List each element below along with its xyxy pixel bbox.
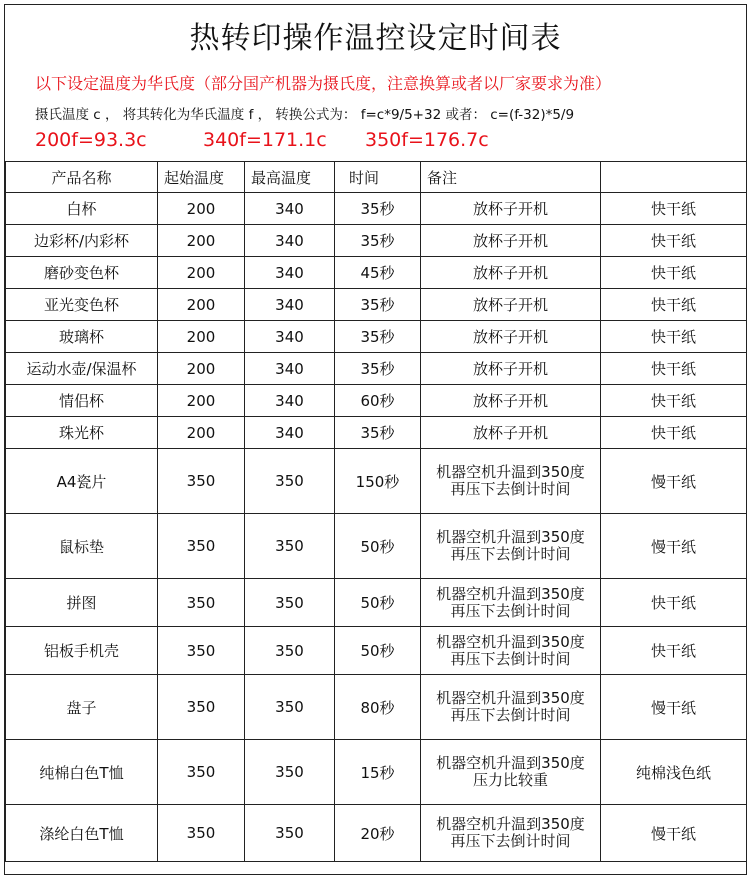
product-cell: 亚光变色杯	[6, 289, 158, 321]
product-cell: 拼图	[6, 579, 158, 627]
paper-cell: 快干纸	[601, 257, 747, 289]
header-max-temp: 最高温度	[245, 162, 335, 193]
time-cell: 35秒	[335, 193, 421, 225]
header-paper	[601, 162, 747, 193]
note-cell: 机器空机升温到350度 再压下去倒计时间	[421, 579, 601, 627]
note-cell: 放杯子开机	[421, 257, 601, 289]
table-row	[6, 627, 747, 675]
conversion-340f: 340f=171.1c	[203, 129, 327, 151]
settings-sheet	[4, 4, 747, 875]
note-cell: 放杯子开机	[421, 289, 601, 321]
note-cell: 机器空机升温到350度 再压下去倒计时间	[421, 514, 601, 579]
time-cell: 60秒	[335, 385, 421, 417]
table-row	[6, 675, 747, 740]
max-temp-cell: 340	[245, 417, 335, 449]
start-temp-cell: 200	[158, 257, 245, 289]
max-temp-cell: 350	[245, 627, 335, 675]
product-cell: 涤纶白色T恤	[6, 805, 158, 862]
table-row	[6, 579, 747, 627]
max-temp-cell: 340	[245, 321, 335, 353]
max-temp-cell: 340	[245, 257, 335, 289]
start-temp-cell: 350	[158, 627, 245, 675]
paper-cell: 慢干纸	[601, 514, 747, 579]
conversion-200f: 200f=93.3c	[35, 129, 147, 151]
start-temp-cell: 350	[158, 740, 245, 805]
product-cell: 白杯	[6, 193, 158, 225]
note-cell: 机器空机升温到350度 再压下去倒计时间	[421, 627, 601, 675]
paper-cell: 慢干纸	[601, 675, 747, 740]
unit-note: 以下设定温度为华氏度（部分国产机器为摄氏度，注意换算或者以厂家要求为准）	[35, 74, 612, 93]
table-row	[6, 417, 747, 449]
time-cell: 50秒	[335, 514, 421, 579]
time-cell: 50秒	[335, 579, 421, 627]
max-temp-cell: 350	[245, 805, 335, 862]
start-temp-cell: 350	[158, 514, 245, 579]
max-temp-cell: 340	[245, 385, 335, 417]
start-temp-cell: 200	[158, 417, 245, 449]
table-row	[6, 740, 747, 805]
start-temp-cell: 200	[158, 225, 245, 257]
product-cell: 珠光杯	[6, 417, 158, 449]
max-temp-cell: 340	[245, 289, 335, 321]
header-note: 备注	[421, 162, 601, 193]
paper-cell: 快干纸	[601, 321, 747, 353]
conversion-formula: 摄氏温度 c ， 将其转化为华氏温度 f ， 转换公式为： f=c*9/5+32 或者： c=(f-32)*5/9	[35, 107, 575, 123]
paper-cell: 快干纸	[601, 193, 747, 225]
table-header-row	[6, 162, 747, 193]
time-cell: 35秒	[335, 417, 421, 449]
table-row	[6, 193, 747, 225]
time-cell: 35秒	[335, 225, 421, 257]
max-temp-cell: 340	[245, 353, 335, 385]
paper-cell: 慢干纸	[601, 805, 747, 862]
note-cell: 机器空机升温到350度 再压下去倒计时间	[421, 675, 601, 740]
start-temp-cell: 200	[158, 385, 245, 417]
note-cell: 机器空机升温到350度 压力比较重	[421, 740, 601, 805]
max-temp-cell: 350	[245, 675, 335, 740]
paper-cell: 快干纸	[601, 289, 747, 321]
start-temp-cell: 350	[158, 805, 245, 862]
start-temp-cell: 200	[158, 353, 245, 385]
max-temp-cell: 350	[245, 449, 335, 514]
paper-cell: 快干纸	[601, 385, 747, 417]
note-cell: 放杯子开机	[421, 353, 601, 385]
paper-cell: 快干纸	[601, 225, 747, 257]
time-cell: 20秒	[335, 805, 421, 862]
paper-cell: 快干纸	[601, 353, 747, 385]
start-temp-cell: 200	[158, 321, 245, 353]
product-cell: 边彩杯/内彩杯	[6, 225, 158, 257]
note-cell: 放杯子开机	[421, 193, 601, 225]
header-time: 时间	[335, 162, 421, 193]
time-cell: 80秒	[335, 675, 421, 740]
start-temp-cell: 350	[158, 449, 245, 514]
product-cell: 纯棉白色T恤	[6, 740, 158, 805]
product-cell: 情侣杯	[6, 385, 158, 417]
time-cell: 15秒	[335, 740, 421, 805]
start-temp-cell: 350	[158, 675, 245, 740]
max-temp-cell: 340	[245, 193, 335, 225]
start-temp-cell: 200	[158, 289, 245, 321]
table-row	[6, 385, 747, 417]
time-cell: 45秒	[335, 257, 421, 289]
table-row	[6, 353, 747, 385]
table-row	[6, 225, 747, 257]
table-row	[6, 257, 747, 289]
settings-table	[5, 161, 747, 862]
time-cell: 35秒	[335, 289, 421, 321]
product-cell: 运动水壶/保温杯	[6, 353, 158, 385]
paper-cell: 快干纸	[601, 579, 747, 627]
note-cell: 机器空机升温到350度 再压下去倒计时间	[421, 805, 601, 862]
header-product: 产品名称	[6, 162, 158, 193]
note-cell: 放杯子开机	[421, 321, 601, 353]
product-cell: 盘子	[6, 675, 158, 740]
note-cell: 放杯子开机	[421, 385, 601, 417]
conversion-350f: 350f=176.7c	[365, 129, 489, 151]
product-cell: 玻璃杯	[6, 321, 158, 353]
product-cell: A4瓷片	[6, 449, 158, 514]
start-temp-cell: 200	[158, 193, 245, 225]
table-row	[6, 321, 747, 353]
note-cell: 放杯子开机	[421, 417, 601, 449]
time-cell: 35秒	[335, 321, 421, 353]
paper-cell: 快干纸	[601, 417, 747, 449]
table-row	[6, 449, 747, 514]
product-cell: 鼠标垫	[6, 514, 158, 579]
max-temp-cell: 350	[245, 579, 335, 627]
max-temp-cell: 340	[245, 225, 335, 257]
paper-cell: 慢干纸	[601, 449, 747, 514]
max-temp-cell: 350	[245, 740, 335, 805]
page-title: 热转印操作温控设定时间表	[189, 21, 562, 56]
table-row	[6, 289, 747, 321]
product-cell: 铝板手机壳	[6, 627, 158, 675]
paper-cell: 快干纸	[601, 627, 747, 675]
table-row	[6, 514, 747, 579]
product-cell: 磨砂变色杯	[6, 257, 158, 289]
paper-cell: 纯棉浅色纸	[601, 740, 747, 805]
max-temp-cell: 350	[245, 514, 335, 579]
time-cell: 35秒	[335, 353, 421, 385]
time-cell: 150秒	[335, 449, 421, 514]
note-cell: 放杯子开机	[421, 225, 601, 257]
header-start-temp: 起始温度	[158, 162, 245, 193]
start-temp-cell: 350	[158, 579, 245, 627]
note-cell: 机器空机升温到350度 再压下去倒计时间	[421, 449, 601, 514]
table-row	[6, 805, 747, 862]
time-cell: 50秒	[335, 627, 421, 675]
